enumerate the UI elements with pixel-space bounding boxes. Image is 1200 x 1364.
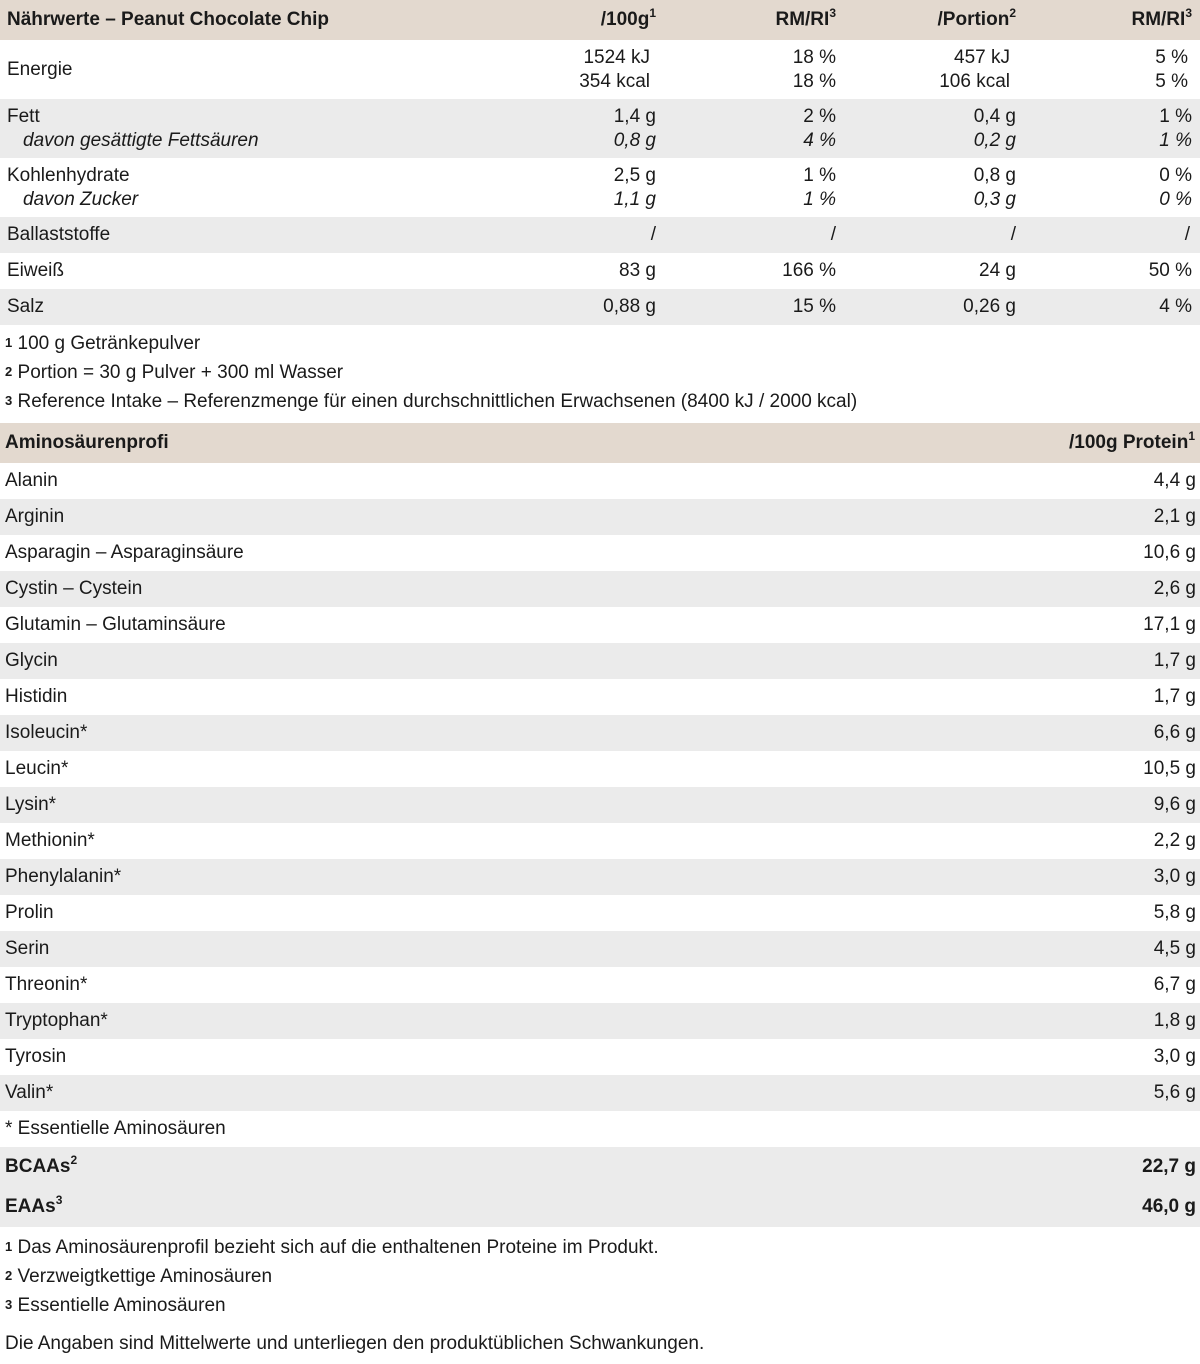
nutrition-title: Nährwerte – Peanut Chocolate Chip bbox=[7, 9, 330, 31]
amino-value: 2,6 g bbox=[1153, 578, 1196, 600]
amino-row bbox=[0, 1003, 1200, 1039]
value-portion: 0,26 g bbox=[963, 296, 1016, 318]
row-label: Eiweiß bbox=[7, 260, 65, 282]
eaa-label: EAAs$^3$ bbox=[5, 1193, 63, 1218]
amino-value: 3,0 g bbox=[1153, 1046, 1196, 1068]
row-label: Ballaststoffe bbox=[7, 224, 111, 246]
amino-name: Histidin bbox=[5, 686, 68, 708]
value-rm-portion: / bbox=[1184, 224, 1190, 246]
amino-row bbox=[0, 967, 1200, 1003]
amino-name: Cystin – Cystein bbox=[5, 578, 143, 600]
value-portion: 24 g bbox=[979, 260, 1016, 282]
row-label: Energie bbox=[7, 58, 73, 80]
amino-name: Glutamin – Glutaminsäure bbox=[5, 614, 226, 636]
amino-name: Lysin* bbox=[5, 794, 57, 816]
disclaimer: Die Angaben sind Mittelwerte und unterliegen den produktüblichen Schwankungen. bbox=[5, 1333, 705, 1354]
amino-value: 10,6 g bbox=[1143, 542, 1196, 564]
footnote: $^2$ Portion = 30 g Pulver + 300 ml Wasser bbox=[5, 362, 344, 383]
header-portion: /Portion$^2$ bbox=[937, 6, 1016, 31]
footnote: $^2$ Verzweigtkettige Aminosäuren bbox=[5, 1266, 273, 1287]
amino-name: Asparagin – Asparaginsäure bbox=[5, 542, 244, 564]
row-salz bbox=[0, 289, 1200, 325]
amino-row bbox=[0, 643, 1200, 679]
amino-row bbox=[0, 859, 1200, 895]
amino-name: Tryptophan* bbox=[5, 1010, 108, 1032]
value-rm-portion: 5 % 5 % bbox=[1155, 46, 1188, 92]
amino-row bbox=[0, 607, 1200, 643]
amino-value: 2,1 g bbox=[1153, 506, 1196, 528]
value-portion: 457 kJ 106 kcal bbox=[939, 46, 1010, 92]
value-portion: / bbox=[1010, 224, 1016, 246]
value-portion: 0,4 g 0,2 g bbox=[973, 105, 1016, 151]
value-per100: 1524 kJ 354 kcal bbox=[579, 46, 650, 92]
footnote: $^1$ Das Aminosäurenprofil bezieht sich auf die enthaltenen Proteine im Produkt. bbox=[5, 1237, 659, 1258]
value-rm-portion: 50 % bbox=[1148, 260, 1192, 282]
amino-value: 17,1 g bbox=[1143, 614, 1196, 636]
value-per100: 1,4 g 0,8 g bbox=[613, 105, 656, 151]
amino-name: Serin bbox=[5, 938, 50, 960]
value-portion: 0,8 g 0,3 g bbox=[973, 164, 1016, 210]
row-label: Salz bbox=[7, 296, 44, 318]
amino-row bbox=[0, 1039, 1200, 1075]
amino-name: Threonin* bbox=[5, 974, 88, 996]
footnote: $^3$ Reference Intake – Referenzmenge für einen durchschnittlichen Erwachsenen (8400 kJ / 2000 kcal) bbox=[5, 391, 858, 412]
amino-value: 1,7 g bbox=[1153, 686, 1196, 708]
footnote: $^1$ 100 g Getränkepulver bbox=[5, 333, 201, 354]
value-rm: / bbox=[830, 224, 836, 246]
row-energie bbox=[0, 40, 1200, 99]
bcaa-row bbox=[0, 1147, 1200, 1187]
value-rm-portion: 4 % bbox=[1159, 296, 1192, 318]
value-rm: 1 % 1 % bbox=[803, 164, 836, 210]
amino-name: Tyrosin bbox=[5, 1046, 67, 1068]
value-rm-portion: 1 % 1 % bbox=[1159, 105, 1192, 151]
amino-rows bbox=[0, 463, 1200, 1111]
amino-name: Leucin* bbox=[5, 758, 69, 780]
amino-value: 10,5 g bbox=[1143, 758, 1196, 780]
amino-value: 6,6 g bbox=[1153, 722, 1196, 744]
amino-name: Alanin bbox=[5, 470, 58, 492]
header-rm-ri-portion: $RM/RI^3$ bbox=[1131, 6, 1192, 31]
amino-name: Isoleucin* bbox=[5, 722, 88, 744]
amino-name: Arginin bbox=[5, 506, 65, 528]
amino-row bbox=[0, 571, 1200, 607]
amino-row bbox=[0, 679, 1200, 715]
amino-name: Phenylalanin* bbox=[5, 866, 122, 888]
amino-footnotes bbox=[0, 1227, 1200, 1320]
nutrition-footnotes bbox=[0, 325, 1200, 416]
amino-row bbox=[0, 895, 1200, 931]
row-label: Fett davon gesättigte Fettsäuren bbox=[7, 105, 259, 151]
amino-value: 4,5 g bbox=[1153, 938, 1196, 960]
value-rm-portion: 0 % 0 % bbox=[1159, 164, 1192, 210]
row-ballaststoffe bbox=[0, 217, 1200, 253]
amino-row bbox=[0, 751, 1200, 787]
bcaa-label: BCAAs$^2$ bbox=[5, 1153, 78, 1178]
amino-row bbox=[0, 1075, 1200, 1111]
bcaa-value: 22,7 g bbox=[1142, 1156, 1196, 1178]
amino-name: Methionin* bbox=[5, 830, 95, 852]
amino-value: 1,8 g bbox=[1153, 1010, 1196, 1032]
amino-value: 3,0 g bbox=[1153, 866, 1196, 888]
amino-row bbox=[0, 535, 1200, 571]
amino-title: Aminosäurenprofi bbox=[5, 432, 169, 454]
amino-value: 2,2 g bbox=[1153, 830, 1196, 852]
amino-name: Prolin bbox=[5, 902, 54, 924]
amino-value: 5,8 g bbox=[1153, 902, 1196, 924]
header-rm-ri: $RM/RI^3$ bbox=[775, 6, 836, 31]
amino-value: 9,6 g bbox=[1153, 794, 1196, 816]
amino-value: 4,4 g bbox=[1153, 470, 1196, 492]
amino-value: 5,6 g bbox=[1153, 1082, 1196, 1104]
eaa-value: 46,0 g bbox=[1142, 1196, 1196, 1218]
eaa-row bbox=[0, 1187, 1200, 1227]
amino-name: Valin* bbox=[5, 1082, 54, 1104]
amino-row bbox=[0, 787, 1200, 823]
row-eiweiss bbox=[0, 253, 1200, 289]
value-per100: 2,5 g 1,1 g bbox=[613, 164, 656, 210]
footnote: $^3$ Essentielle Aminosäuren bbox=[5, 1295, 226, 1316]
row-label: Kohlenhydrate davon Zucker bbox=[7, 164, 139, 210]
amino-name: Glycin bbox=[5, 650, 58, 672]
amino-row bbox=[0, 931, 1200, 967]
value-per100: / bbox=[650, 224, 656, 246]
amino-value: 6,7 g bbox=[1153, 974, 1196, 996]
nutrition-table-header bbox=[0, 0, 1200, 40]
row-kohlenhydrate bbox=[0, 158, 1200, 217]
value-per100: 0,88 g bbox=[603, 296, 656, 318]
amino-row bbox=[0, 499, 1200, 535]
value-rm: 166 % bbox=[782, 260, 836, 282]
value-per100: 83 g bbox=[619, 260, 656, 282]
value-rm: 2 % 4 % bbox=[803, 105, 836, 151]
amino-value-header: /100g Protein$^1$ bbox=[1068, 429, 1195, 454]
header-per100: $/100g^1$ bbox=[600, 6, 656, 31]
amino-row bbox=[0, 715, 1200, 751]
essential-note: * Essentielle Aminosäuren bbox=[5, 1118, 226, 1140]
value-rm: 15 % bbox=[792, 296, 836, 318]
amino-row bbox=[0, 823, 1200, 859]
amino-value: 1,7 g bbox=[1153, 650, 1196, 672]
amino-table-header bbox=[0, 423, 1200, 463]
row-fett bbox=[0, 99, 1200, 158]
value-rm: 18 % 18 % bbox=[792, 46, 836, 92]
amino-row bbox=[0, 463, 1200, 499]
